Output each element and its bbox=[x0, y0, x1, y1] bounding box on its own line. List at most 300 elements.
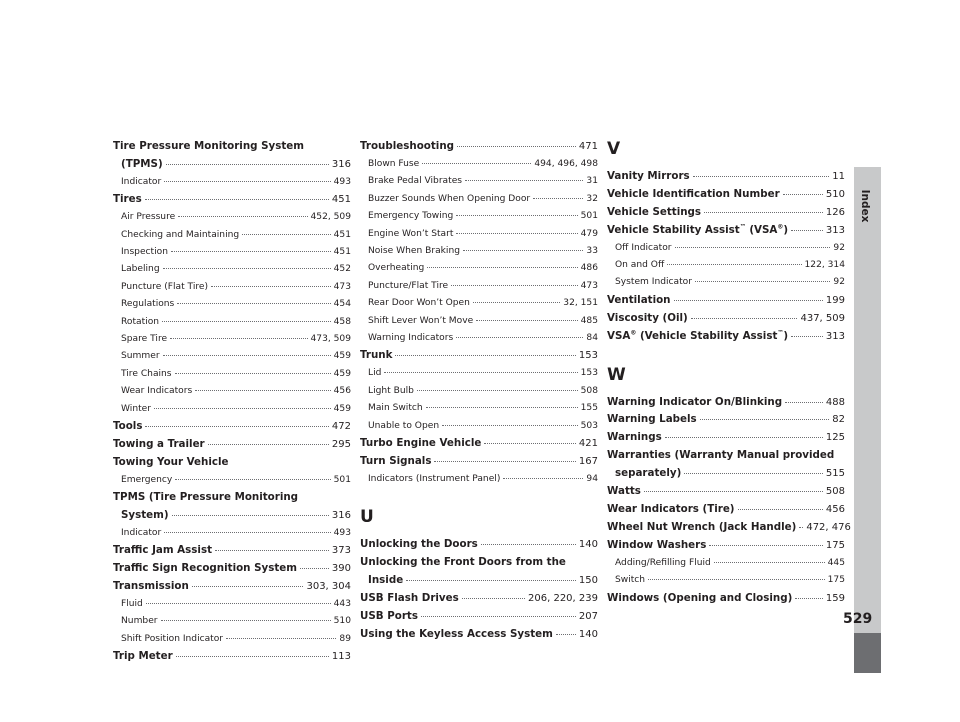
sub-entry bbox=[113, 279, 351, 296]
sub-entry bbox=[113, 348, 351, 365]
sub-entry-page-ref[interactable]: 459 bbox=[333, 368, 351, 379]
sub-entry bbox=[360, 278, 598, 295]
sub-entry-label: Puncture/Flat Tire bbox=[368, 280, 449, 291]
entry-heading bbox=[607, 519, 851, 537]
sub-entry bbox=[113, 314, 351, 331]
index-entry bbox=[607, 483, 845, 501]
sub-entry-page-ref[interactable]: 486 bbox=[580, 263, 598, 274]
sub-entry-page-ref[interactable]: 456 bbox=[333, 386, 351, 397]
leader-dots bbox=[463, 249, 583, 251]
sub-entry bbox=[113, 227, 351, 244]
leader-dots bbox=[421, 615, 576, 617]
index-entry bbox=[607, 168, 845, 186]
entry-label: Traffic Sign Recognition System bbox=[113, 562, 297, 575]
entry-page-ref[interactable]: 471 bbox=[578, 141, 598, 152]
entry-label: Warning Labels bbox=[607, 413, 697, 426]
leader-dots bbox=[791, 229, 823, 231]
entry-label: Window Washers bbox=[607, 538, 707, 551]
leader-dots bbox=[177, 302, 330, 304]
entry-label: Wheel Nut Wrench (Jack Handle) bbox=[607, 520, 797, 533]
leader-dots bbox=[164, 531, 330, 533]
entry-page-ref[interactable]: 207 bbox=[578, 610, 598, 622]
leader-dots bbox=[163, 267, 331, 269]
sub-entry-page-ref[interactable]: 501 bbox=[580, 211, 598, 222]
sub-entry bbox=[113, 613, 351, 630]
entry-heading bbox=[360, 453, 598, 471]
sub-entry-label: Off Indicator bbox=[615, 242, 672, 253]
index-entry bbox=[607, 519, 851, 537]
sub-entry-label: Shift Position Indicator bbox=[121, 633, 224, 644]
entry-heading bbox=[113, 542, 351, 560]
leader-dots bbox=[476, 319, 577, 321]
entry-label: Trip Meter bbox=[113, 650, 173, 663]
section-letter: U bbox=[360, 507, 374, 528]
sub-entry-page-ref[interactable]: 494, 496, 498 bbox=[534, 158, 598, 169]
sub-entry bbox=[113, 209, 351, 226]
entry-label: Troubleshooting bbox=[360, 140, 455, 152]
entry-label: Vanity Mirrors bbox=[607, 170, 690, 182]
leader-dots bbox=[709, 544, 823, 546]
sub-entry-page-ref[interactable]: 454 bbox=[333, 299, 351, 310]
sub-entry-label: Wear Indicators bbox=[121, 386, 193, 397]
entry-page-ref[interactable]: 113 bbox=[331, 651, 351, 663]
sub-entry-label: Main Switch bbox=[368, 403, 423, 414]
entry-label: Warning Indicator On/Blinking bbox=[607, 395, 783, 408]
sub-entry bbox=[360, 365, 598, 382]
leader-dots bbox=[427, 266, 577, 268]
sub-entry-page-ref[interactable]: 501 bbox=[333, 474, 351, 485]
index-entry bbox=[607, 222, 845, 292]
leader-dots bbox=[192, 585, 304, 587]
entry-label: System) bbox=[121, 509, 169, 522]
entry-page-ref[interactable]: 150 bbox=[578, 574, 598, 586]
entry-label-line: Warranties (Warranty Manual provided bbox=[607, 449, 835, 462]
entry-label: Turbo Engine Vehicle bbox=[360, 436, 482, 449]
leader-dots bbox=[161, 619, 331, 621]
leader-dots bbox=[164, 180, 330, 182]
sub-entry-page-ref[interactable]: 84 bbox=[586, 332, 598, 343]
index-entry bbox=[113, 542, 351, 560]
leader-dots bbox=[146, 602, 331, 604]
entry-page-ref[interactable]: 472 bbox=[331, 421, 351, 432]
index-entry bbox=[607, 537, 845, 590]
sub-entry-label: Brake Pedal Vibrates bbox=[368, 176, 463, 187]
index-entry bbox=[360, 608, 598, 626]
leader-dots bbox=[456, 336, 583, 338]
sub-entry-page-ref[interactable]: 451 bbox=[333, 229, 351, 240]
sub-entry-label: Emergency Towing bbox=[368, 211, 454, 222]
index-entry bbox=[607, 501, 845, 519]
entry-heading bbox=[113, 560, 351, 578]
leader-dots bbox=[704, 211, 823, 213]
entry-label: (TPMS) bbox=[121, 157, 163, 170]
sub-entry-page-ref[interactable]: 122, 314 bbox=[804, 260, 845, 271]
entry-page-ref[interactable]: 11 bbox=[832, 171, 845, 182]
entry-label: Watts bbox=[607, 485, 641, 498]
index-column-2 bbox=[360, 138, 598, 644]
entry-heading bbox=[607, 501, 845, 519]
leader-dots bbox=[556, 633, 576, 635]
entry-heading bbox=[113, 578, 351, 596]
entry-heading bbox=[607, 292, 845, 310]
entry-heading bbox=[607, 465, 845, 483]
sub-entry-label: Regulations bbox=[121, 299, 175, 310]
entry-label: separately) bbox=[615, 467, 682, 480]
sub-entry-label: Winter bbox=[121, 403, 151, 414]
entry-page-ref[interactable]: 510 bbox=[825, 188, 845, 200]
entry-heading bbox=[113, 156, 351, 174]
index-entry bbox=[360, 554, 598, 590]
leader-dots bbox=[215, 549, 329, 551]
entry-label: Towing a Trailer bbox=[113, 437, 205, 450]
leader-dots bbox=[473, 301, 560, 303]
sub-entry-label: Fluid bbox=[121, 599, 143, 610]
sub-entry-page-ref[interactable]: 32, 151 bbox=[563, 298, 598, 309]
page-number: 529 bbox=[843, 611, 873, 627]
sub-entry-page-ref[interactable]: 32 bbox=[586, 193, 598, 204]
entry-page-ref[interactable]: 316 bbox=[331, 510, 351, 522]
sub-entry-label: Light Bulb bbox=[368, 385, 414, 396]
index-entry bbox=[113, 418, 351, 436]
index-entry bbox=[113, 578, 351, 648]
entry-page-ref[interactable]: 153 bbox=[578, 350, 598, 362]
leader-dots bbox=[785, 401, 823, 403]
sub-entry bbox=[113, 525, 351, 542]
entry-label: Vehicle Settings bbox=[607, 205, 702, 218]
leader-dots bbox=[434, 460, 575, 462]
entry-page-ref[interactable]: 316 bbox=[331, 158, 351, 170]
leader-dots bbox=[384, 371, 577, 373]
sub-entry bbox=[360, 418, 598, 435]
index-entry bbox=[113, 560, 351, 578]
leader-dots bbox=[172, 514, 329, 516]
sub-entry-label: Overheating bbox=[368, 263, 425, 274]
entry-heading bbox=[607, 483, 845, 501]
entry-label: Windows (Opening and Closing) bbox=[607, 591, 793, 604]
sub-entry-label: Indicator bbox=[121, 176, 162, 187]
entry-page-ref[interactable]: 126 bbox=[825, 206, 845, 218]
leader-dots bbox=[456, 214, 577, 216]
index-entry bbox=[113, 138, 351, 191]
leader-dots bbox=[211, 285, 331, 287]
index-entry bbox=[113, 191, 351, 418]
leader-dots bbox=[442, 424, 578, 426]
sub-entry-page-ref[interactable]: 493 bbox=[333, 176, 351, 187]
index-entry bbox=[607, 394, 845, 412]
leader-dots bbox=[693, 175, 830, 177]
index-entry bbox=[113, 436, 351, 454]
sub-entry-label: Noise When Braking bbox=[368, 245, 460, 256]
leader-dots bbox=[175, 478, 330, 480]
entry-heading bbox=[607, 328, 845, 346]
sub-entry-page-ref[interactable]: 94 bbox=[586, 473, 598, 484]
sub-entry bbox=[360, 226, 598, 243]
sub-entry-label: Emergency bbox=[121, 474, 173, 485]
entry-label: Viscosity (Oil) bbox=[607, 311, 688, 324]
sub-entry-page-ref[interactable]: 155 bbox=[580, 403, 598, 414]
entry-heading bbox=[607, 222, 845, 240]
leader-dots bbox=[145, 198, 329, 200]
leader-dots bbox=[422, 162, 531, 164]
entry-page-ref[interactable]: 373 bbox=[331, 545, 351, 557]
leader-dots bbox=[648, 578, 825, 580]
leader-dots bbox=[674, 299, 823, 301]
sub-entry-page-ref[interactable]: 510 bbox=[333, 616, 351, 627]
sub-entry-page-ref[interactable]: 31 bbox=[586, 176, 598, 187]
sub-entry-label: Labeling bbox=[121, 264, 160, 275]
entry-heading bbox=[607, 590, 845, 608]
sub-entry bbox=[360, 260, 598, 277]
index-side-tab bbox=[854, 167, 881, 673]
leader-dots bbox=[300, 567, 329, 569]
sub-entry bbox=[360, 471, 598, 488]
leader-dots bbox=[691, 317, 798, 319]
entry-heading bbox=[607, 204, 845, 222]
sub-entry-page-ref[interactable]: 508 bbox=[580, 385, 598, 396]
leader-dots bbox=[208, 443, 329, 445]
entry-label: USB Flash Drives bbox=[360, 591, 459, 604]
sub-entry bbox=[113, 472, 351, 489]
entry-label: Inside bbox=[368, 573, 404, 586]
sub-entry-page-ref[interactable]: 493 bbox=[333, 527, 351, 538]
entry-label-line: Unlocking the Front Doors from the bbox=[360, 556, 566, 569]
leader-dots bbox=[417, 389, 578, 391]
sub-entry-label: Blown Fuse bbox=[368, 158, 420, 169]
entry-label: Traffic Jam Assist bbox=[113, 544, 212, 557]
leader-dots bbox=[406, 579, 576, 581]
entry-page-ref[interactable]: 488 bbox=[825, 396, 845, 408]
entry-heading bbox=[607, 168, 845, 186]
leader-dots bbox=[481, 543, 576, 545]
leader-dots bbox=[226, 637, 336, 639]
index-entry bbox=[607, 204, 845, 222]
side-tab-marker bbox=[854, 633, 881, 673]
entry-page-ref[interactable]: 456 bbox=[825, 504, 845, 515]
index-entry bbox=[113, 648, 351, 666]
leader-dots bbox=[171, 250, 331, 252]
index-entry bbox=[607, 429, 845, 447]
sub-entry-page-ref[interactable]: 473, 509 bbox=[310, 333, 351, 344]
sub-entry-label: Adding/Refilling Fluid bbox=[615, 557, 711, 568]
sub-entry-page-ref[interactable]: 473 bbox=[580, 280, 598, 291]
leader-dots bbox=[163, 354, 331, 356]
entry-page-ref[interactable]: 140 bbox=[578, 539, 598, 551]
sub-entry bbox=[360, 191, 598, 208]
sub-entry-page-ref[interactable]: 459 bbox=[333, 403, 351, 414]
leader-dots bbox=[170, 337, 307, 339]
entry-page-ref[interactable]: 313 bbox=[825, 224, 845, 236]
index-entry bbox=[360, 590, 598, 608]
leader-dots bbox=[176, 655, 329, 657]
sub-entry-page-ref[interactable]: 89 bbox=[339, 633, 351, 644]
entry-heading bbox=[360, 608, 598, 626]
entry-page-ref[interactable]: 206, 220, 239 bbox=[528, 592, 598, 604]
sub-entry bbox=[360, 173, 598, 190]
entry-page-ref[interactable]: 451 bbox=[331, 194, 351, 206]
leader-dots bbox=[426, 406, 578, 408]
leader-dots bbox=[195, 389, 330, 391]
entry-label: Tires bbox=[113, 193, 142, 206]
index-entry bbox=[360, 536, 598, 554]
entry-heading bbox=[360, 590, 598, 608]
leader-dots bbox=[684, 472, 823, 474]
sub-entry-page-ref[interactable]: 458 bbox=[333, 316, 351, 327]
entry-heading bbox=[360, 536, 598, 554]
leader-dots bbox=[791, 335, 823, 337]
entry-label: Vehicle Identification Number bbox=[607, 187, 780, 200]
entry-page-ref[interactable]: 125 bbox=[825, 432, 845, 444]
sub-entry-page-ref[interactable]: 33 bbox=[586, 245, 598, 256]
entry-label: Warnings bbox=[607, 431, 662, 444]
entry-page-ref[interactable]: 295 bbox=[331, 438, 351, 450]
sub-entry-label: Switch bbox=[615, 575, 646, 586]
entry-heading bbox=[113, 648, 351, 666]
sub-entry-label: Puncture (Flat Tire) bbox=[121, 281, 209, 292]
index-entry bbox=[360, 138, 598, 347]
entry-page-ref[interactable]: 515 bbox=[825, 468, 845, 480]
entry-page-ref[interactable]: 437, 509 bbox=[800, 312, 845, 324]
sub-entry-page-ref[interactable]: 445 bbox=[827, 557, 845, 568]
leader-dots bbox=[162, 320, 331, 322]
entry-page-ref[interactable]: 175 bbox=[825, 539, 845, 551]
entry-page-ref[interactable]: 303, 304 bbox=[306, 581, 351, 593]
sub-entry bbox=[113, 366, 351, 383]
leader-dots bbox=[242, 233, 331, 235]
leader-dots bbox=[503, 477, 583, 479]
entry-label: Trunk bbox=[360, 349, 393, 362]
sub-entry-page-ref[interactable]: 452, 509 bbox=[310, 212, 351, 223]
leader-dots bbox=[395, 354, 575, 356]
sub-entry-label: Summer bbox=[121, 351, 160, 362]
leader-dots bbox=[695, 280, 830, 282]
entry-page-ref[interactable]: 313 bbox=[825, 330, 845, 342]
entry-heading bbox=[607, 186, 845, 204]
sub-entry bbox=[360, 295, 598, 312]
sub-entry bbox=[113, 331, 351, 348]
entry-heading bbox=[113, 507, 351, 525]
entry-label: VSA® (Vehicle Stability Assist™) bbox=[607, 329, 789, 342]
section-letter: V bbox=[607, 139, 621, 159]
index-entry bbox=[360, 347, 598, 435]
sub-entry-page-ref[interactable]: 503 bbox=[580, 420, 598, 431]
entry-label: USB Ports bbox=[360, 609, 418, 622]
sub-entry-page-ref[interactable]: 175 bbox=[827, 575, 845, 586]
entry-heading bbox=[607, 537, 845, 555]
sub-entry-label: Air Pressure bbox=[121, 212, 176, 223]
entry-page-ref[interactable]: 199 bbox=[825, 294, 845, 306]
sub-entry-page-ref[interactable]: 452 bbox=[333, 264, 351, 275]
index-column-3 bbox=[607, 138, 851, 607]
leader-dots bbox=[644, 490, 823, 492]
sub-entry bbox=[113, 631, 351, 648]
leader-dots bbox=[700, 418, 830, 420]
index-entry bbox=[360, 435, 598, 453]
entry-page-ref[interactable]: 140 bbox=[578, 628, 598, 640]
sub-entry bbox=[360, 400, 598, 417]
index-entry bbox=[607, 411, 845, 429]
entry-page-ref[interactable]: 159 bbox=[825, 592, 845, 604]
leader-dots bbox=[154, 407, 331, 409]
sub-entry-label: Number bbox=[121, 616, 158, 627]
entry-page-ref[interactable]: 508 bbox=[825, 486, 845, 498]
leader-dots bbox=[675, 246, 831, 248]
index-entry bbox=[607, 292, 845, 310]
index-entry bbox=[113, 454, 351, 489]
entry-heading bbox=[113, 436, 351, 454]
leader-dots bbox=[484, 442, 576, 444]
entry-page-ref[interactable]: 421 bbox=[578, 437, 598, 449]
entry-label: Unlocking the Doors bbox=[360, 538, 478, 551]
sub-entry-label: Warning Indicators bbox=[368, 332, 454, 343]
entry-heading bbox=[360, 435, 598, 453]
entry-page-ref[interactable]: 390 bbox=[331, 563, 351, 575]
leader-dots bbox=[145, 425, 328, 427]
entry-label: Turn Signals bbox=[360, 454, 432, 467]
sub-entry bbox=[113, 383, 351, 400]
index-entry bbox=[113, 489, 351, 542]
sub-entry bbox=[607, 274, 845, 291]
sub-entry-page-ref[interactable]: 451 bbox=[333, 246, 351, 257]
entry-label: Towing Your Vehicle bbox=[113, 455, 229, 468]
sub-entry-label: Engine Won’t Start bbox=[368, 228, 454, 239]
sub-entry-page-ref[interactable]: 92 bbox=[833, 277, 845, 288]
sub-entry-page-ref[interactable]: 459 bbox=[333, 351, 351, 362]
entry-label: Using the Keyless Access System bbox=[360, 627, 553, 640]
leader-dots bbox=[667, 263, 801, 265]
entry-page-ref[interactable]: 167 bbox=[578, 455, 598, 467]
index-entry bbox=[360, 453, 598, 488]
leader-dots bbox=[533, 197, 583, 199]
entry-page-ref[interactable]: 82 bbox=[832, 414, 845, 426]
sub-entry bbox=[113, 174, 351, 191]
leader-dots bbox=[451, 284, 578, 286]
sub-entry-page-ref[interactable]: 153 bbox=[580, 368, 598, 379]
sub-entry-page-ref[interactable]: 443 bbox=[333, 599, 351, 610]
sub-entry bbox=[113, 296, 351, 313]
leader-dots bbox=[457, 145, 576, 147]
entry-heading bbox=[607, 394, 845, 412]
entry-heading bbox=[113, 454, 351, 472]
sub-entry-page-ref[interactable]: 92 bbox=[833, 242, 845, 253]
sub-entry-label: Indicator bbox=[121, 527, 162, 538]
index-entry bbox=[607, 310, 845, 328]
sub-entry-label: On and Off bbox=[615, 260, 665, 271]
entry-label: Vehicle Stability Assist™ (VSA®) bbox=[607, 223, 789, 236]
index-entry bbox=[360, 626, 598, 644]
sub-entry bbox=[113, 261, 351, 278]
sub-entry-page-ref[interactable]: 473 bbox=[333, 281, 351, 292]
entry-label-line: TPMS (Tire Pressure Monitoring bbox=[113, 491, 299, 504]
sub-entry bbox=[113, 596, 351, 613]
entry-heading bbox=[113, 191, 351, 209]
side-tab-label: Index bbox=[859, 189, 871, 223]
sub-entry-label: Lid bbox=[368, 368, 382, 379]
entry-label: Transmission bbox=[113, 580, 189, 593]
leader-dots bbox=[465, 179, 583, 181]
sub-entry bbox=[113, 401, 351, 418]
sub-entry-page-ref[interactable]: 479 bbox=[580, 228, 598, 239]
index-entry bbox=[607, 186, 845, 204]
sub-entry-label: Inspection bbox=[121, 246, 168, 257]
entry-label: Ventilation bbox=[607, 293, 671, 306]
leader-dots bbox=[714, 561, 825, 563]
entry-page-ref[interactable]: 472, 476 bbox=[806, 521, 851, 533]
sub-entry-label: Buzzer Sounds When Opening Door bbox=[368, 193, 531, 204]
sub-entry-page-ref[interactable]: 485 bbox=[580, 315, 598, 326]
sub-entry bbox=[607, 240, 845, 257]
sub-entry bbox=[360, 243, 598, 260]
sub-entry-label: Unable to Open bbox=[368, 420, 440, 431]
